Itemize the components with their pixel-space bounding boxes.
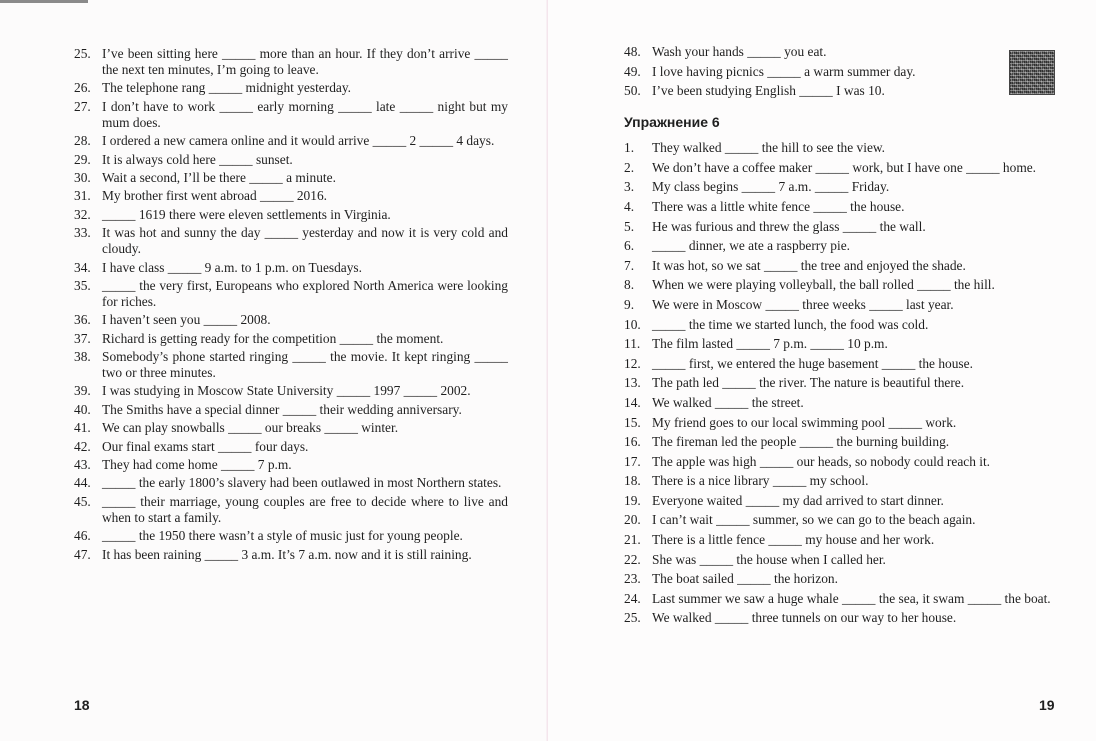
item-number: 18.	[624, 473, 641, 489]
item-number: 12.	[624, 355, 641, 371]
item-number: 25.	[624, 610, 641, 626]
item-number: 44.	[74, 475, 91, 491]
item-sentence: I ordered a new camera online and it would arrive _____ 2 _____ 4 days.	[102, 133, 495, 149]
exercise-item	[74, 528, 508, 544]
page-number-left: 18	[74, 697, 90, 713]
item-sentence: I’ve been studying English _____ I was 10.	[652, 83, 885, 99]
item-number: 21.	[624, 532, 641, 548]
item-number: 49.	[624, 63, 641, 79]
exercise-item	[624, 454, 1056, 470]
item-number: 6.	[624, 238, 635, 254]
exercise-item	[74, 349, 508, 381]
exercise-item	[74, 46, 508, 78]
exercise-item	[74, 439, 508, 455]
exercise-item	[74, 331, 508, 347]
item-sentence: Everyone waited _____ my dad arrived to start dinner.	[652, 492, 944, 508]
item-sentence: _____ dinner, we ate a raspberry pie.	[652, 238, 851, 254]
exercise-item	[74, 475, 508, 491]
item-sentence: I can’t wait _____ summer, so we can go to the beach again.	[652, 512, 976, 528]
item-sentence: She was _____ the house when I called her.	[652, 551, 886, 567]
item-sentence: I have class _____ 9 a.m. to 1 p.m. on Tuesdays.	[102, 259, 362, 275]
item-number: 13.	[624, 375, 641, 391]
item-sentence: It was hot and sunny the day _____ yesterday and now it is very cold and cloudy.	[102, 225, 508, 257]
item-sentence: The telephone rang _____ midnight yesterday.	[102, 80, 352, 96]
item-number: 2.	[624, 159, 635, 175]
item-number: 24.	[624, 590, 641, 606]
exercise-item	[624, 64, 1056, 80]
exercise-item	[624, 395, 1056, 411]
item-number: 25.	[74, 46, 91, 61]
exercise-heading: Упражнение 6	[624, 114, 720, 131]
exercise-6-items	[624, 140, 1056, 626]
item-number: 50.	[624, 83, 641, 99]
exercise-item	[74, 457, 508, 473]
item-number: 41.	[74, 420, 91, 436]
exercise-item	[74, 133, 508, 149]
qr-code-icon	[1009, 50, 1055, 95]
item-number: 10.	[624, 316, 641, 332]
item-sentence: I don’t have to work _____ early morning _____ late _____ night but my mum does.	[102, 98, 508, 130]
exercise-item	[624, 552, 1056, 568]
exercise-item	[624, 179, 1056, 195]
exercise-item	[74, 547, 508, 563]
item-number: 23.	[624, 571, 641, 587]
continued-items	[624, 44, 1056, 99]
item-number: 47.	[74, 546, 91, 562]
exercise-item	[624, 160, 1056, 176]
item-number: 43.	[74, 457, 91, 473]
item-sentence: Richard is getting ready for the competition _____ the moment.	[102, 330, 444, 346]
item-sentence: We don’t have a coffee maker _____ work, but I have one _____ home.	[652, 159, 1037, 175]
item-sentence: I’ve been sitting here _____ more than an hour. If they don’t arrive _____ the next ten minutes, I’m going to leave.	[102, 46, 508, 77]
item-number: 22.	[624, 551, 641, 567]
item-sentence: I haven’t seen you _____ 2008.	[102, 312, 271, 328]
exercise-item	[74, 99, 508, 131]
item-number: 28.	[74, 133, 91, 149]
item-number: 48.	[624, 44, 641, 59]
item-number: 45.	[74, 493, 91, 509]
exercise-item	[74, 188, 508, 204]
exercise-item	[74, 494, 508, 526]
exercise-item	[624, 199, 1056, 215]
item-number: 35.	[74, 277, 91, 293]
item-number: 19.	[624, 492, 641, 508]
item-sentence: Last summer we saw a huge whale _____ the sea, it swam _____ the boat.	[652, 590, 1051, 606]
exercise-item	[74, 383, 508, 399]
item-number: 3.	[624, 179, 635, 195]
exercise-item	[624, 297, 1056, 313]
item-number: 34.	[74, 259, 91, 275]
item-sentence: My class begins _____ 7 a.m. _____ Friday.	[652, 179, 890, 195]
item-sentence: _____ their marriage, young couples are free to decide where to live and when to start a family.	[102, 493, 508, 525]
exercise-item	[624, 238, 1056, 254]
item-sentence: There is a nice library _____ my school.	[652, 473, 869, 489]
item-sentence: The boat sailed _____ the horizon.	[652, 571, 838, 587]
exercise-item	[624, 44, 1056, 60]
item-sentence: _____ the 1950 there wasn’t a style of music just for young people.	[102, 528, 463, 544]
exercise-item	[624, 219, 1056, 235]
item-sentence: The path led _____ the river. The nature is beautiful there.	[652, 375, 965, 391]
exercise-item	[74, 170, 508, 186]
exercise-item	[74, 260, 508, 276]
item-number: 39.	[74, 383, 91, 399]
exercise-item	[74, 312, 508, 328]
item-sentence: We can play snowballs _____ our breaks _____ winter.	[102, 420, 399, 436]
exercise-item	[624, 532, 1056, 548]
item-number: 29.	[74, 151, 91, 167]
item-sentence: _____ the very first, Europeans who explored North America were looking for riches.	[102, 277, 508, 309]
item-sentence: The film lasted _____ 7 p.m. _____ 10 p.m.	[652, 336, 888, 352]
exercise-item	[624, 591, 1056, 607]
item-sentence: The apple was high _____ our heads, so nobody could reach it.	[652, 453, 991, 469]
exercise-item	[74, 207, 508, 223]
item-number: 31.	[74, 188, 91, 204]
item-sentence: The fireman led the people _____ the burning building.	[652, 434, 950, 450]
item-sentence: They had come home _____ 7 p.m.	[102, 457, 292, 473]
item-number: 30.	[74, 169, 91, 185]
exercise-item	[74, 420, 508, 436]
top-edge-line	[0, 0, 88, 3]
exercise-item	[624, 610, 1056, 626]
exercise-item	[74, 278, 508, 310]
item-sentence: They walked _____ the hill to see the view.	[652, 140, 886, 156]
exercise-item	[624, 140, 1056, 156]
item-sentence: The Smiths have a special dinner _____ their wedding anniversary.	[102, 401, 462, 417]
item-number: 1.	[624, 140, 635, 156]
item-number: 40.	[74, 401, 91, 417]
page-number-right: 19	[1039, 697, 1055, 713]
item-number: 38.	[74, 349, 91, 365]
item-number: 11.	[624, 336, 641, 352]
exercise-item	[624, 512, 1056, 528]
item-sentence: He was furious and threw the glass _____ the wall.	[652, 218, 926, 234]
exercise-item	[624, 356, 1056, 372]
exercise-item	[74, 80, 508, 96]
item-number: 7.	[624, 257, 635, 273]
item-sentence: There was a little white fence _____ the house.	[652, 198, 905, 214]
exercise-item	[624, 277, 1056, 293]
item-sentence: I love having picnics _____ a warm summer day.	[652, 63, 916, 79]
item-sentence: It is always cold here _____ sunset.	[102, 151, 293, 167]
item-sentence: We walked _____ the street.	[652, 394, 804, 410]
exercise-item	[624, 434, 1056, 450]
item-sentence: It was hot, so we sat _____ the tree and enjoyed the shade.	[652, 257, 966, 273]
item-number: 42.	[74, 438, 91, 454]
item-sentence: _____ 1619 there were eleven settlements in Virginia.	[102, 206, 391, 222]
item-sentence: There is a little fence _____ my house and her work.	[652, 532, 935, 548]
item-number: 46.	[74, 528, 91, 544]
exercise-item	[624, 317, 1056, 333]
item-number: 27.	[74, 98, 91, 114]
exercise-item	[624, 83, 1056, 99]
exercise-item	[74, 225, 508, 257]
exercise-item	[624, 415, 1056, 431]
right-exercise-list	[624, 44, 1056, 630]
left-exercise-list	[74, 46, 508, 565]
item-sentence: When we were playing volleyball, the ball rolled _____ the hill.	[652, 277, 995, 293]
item-number: 26.	[74, 80, 91, 96]
exercise-item	[74, 402, 508, 418]
item-number: 5.	[624, 218, 635, 234]
item-number: 37.	[74, 330, 91, 346]
item-number: 16.	[624, 434, 641, 450]
item-number: 4.	[624, 198, 635, 214]
item-sentence: Our final exams start _____ four days.	[102, 438, 309, 454]
exercise-item	[74, 152, 508, 168]
item-number: 9.	[624, 296, 635, 312]
exercise-item	[624, 375, 1056, 391]
item-sentence: I was studying in Moscow State University _____ 1997 _____ 2002.	[102, 383, 471, 399]
item-number: 36.	[74, 312, 91, 328]
exercise-item	[624, 473, 1056, 489]
exercise-item	[624, 493, 1056, 509]
item-sentence: _____ the time we started lunch, the food was cold.	[652, 316, 929, 332]
exercise-item	[624, 571, 1056, 587]
item-number: 33.	[74, 225, 91, 241]
exercise-item	[624, 258, 1056, 274]
item-sentence: Wash your hands _____ you eat.	[652, 44, 827, 59]
right-page	[548, 0, 1096, 741]
item-number: 15.	[624, 414, 641, 430]
item-sentence: It has been raining _____ 3 a.m. It’s 7 a.m. now and it is still raining.	[102, 546, 472, 562]
item-number: 14.	[624, 394, 641, 410]
item-number: 32.	[74, 206, 91, 222]
item-sentence: Wait a second, I’ll be there _____ a minute.	[102, 169, 336, 185]
item-sentence: _____ the early 1800’s slavery had been outlawed in most Northern states.	[102, 475, 502, 491]
item-sentence: We walked _____ three tunnels on our way to her house.	[652, 610, 957, 626]
item-sentence: _____ first, we entered the huge basement _____ the house.	[652, 355, 973, 371]
item-number: 20.	[624, 512, 641, 528]
item-sentence: My brother first went abroad _____ 2016.	[102, 188, 327, 204]
item-sentence: We were in Moscow _____ three weeks _____ last year.	[652, 296, 954, 312]
item-number: 8.	[624, 277, 635, 293]
item-sentence: My friend goes to our local swimming pool _____ work.	[652, 414, 957, 430]
exercise-item	[624, 336, 1056, 352]
item-sentence: Somebody’s phone started ringing _____ the movie. It kept ringing _____ two or three minutes.	[102, 349, 508, 381]
item-number: 17.	[624, 453, 641, 469]
